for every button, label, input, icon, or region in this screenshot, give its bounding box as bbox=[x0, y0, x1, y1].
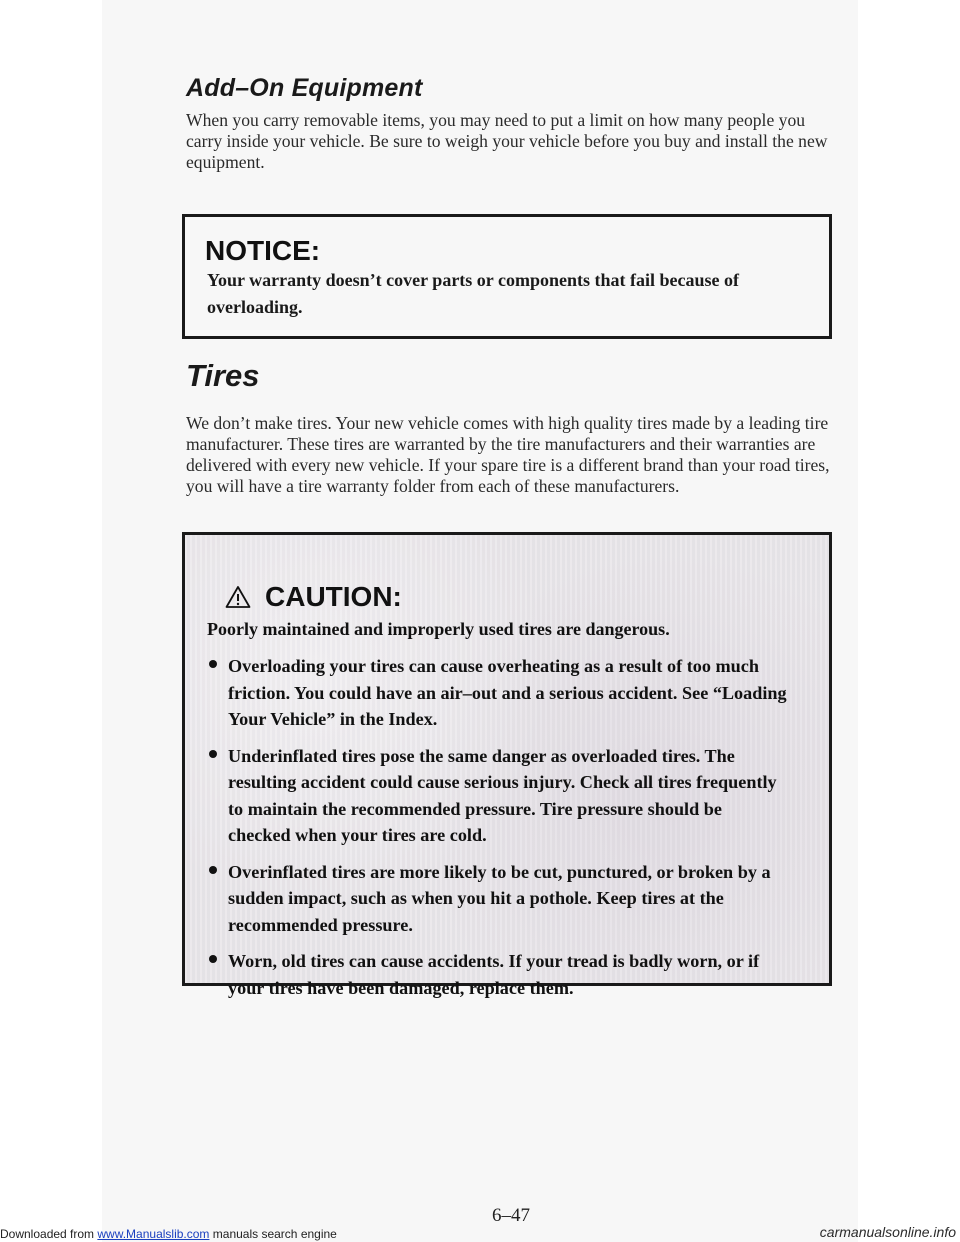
notice-text: Your warranty doesn’t cover parts or components that fail because of overloading. bbox=[207, 270, 739, 317]
warning-triangle-icon bbox=[225, 585, 251, 609]
tires-heading: Tires bbox=[186, 358, 260, 393]
bullet-icon bbox=[209, 955, 217, 963]
caution-item bbox=[185, 743, 829, 849]
bullet-icon bbox=[209, 660, 217, 668]
footer-prefix: Downloaded from bbox=[0, 1227, 98, 1241]
footer-watermark: carmanualsonline.info bbox=[819, 1224, 956, 1240]
add-on-equipment-paragraph: When you carry removable items, you may need to put a limit on how many people you carry inside your vehicle. Be sure to weigh your vehicle before you buy and install the new equipment. bbox=[186, 110, 828, 172]
footer-suffix: manuals search engine bbox=[209, 1227, 337, 1241]
bullet-icon bbox=[209, 750, 217, 758]
caution-item bbox=[185, 859, 829, 939]
tires-paragraph: We don’t make tires. Your new vehicle comes with high quality tires made by a leading tire manufacturer. These tires are warranted by the tire manufacturers and their warranties are delivered with every new vehicle. If your spare tire is a different brand than your road tires, you will have a tire warranty folder from each of these manufacturers. bbox=[186, 413, 830, 496]
add-on-equipment-heading: Add–On Equipment bbox=[186, 74, 423, 102]
page-number: 6–47 bbox=[492, 1205, 530, 1226]
download-source-footer bbox=[0, 1227, 337, 1241]
bullet-icon bbox=[209, 866, 217, 874]
caution-item-text: Overinflated tires are more likely to be cut, punctured, or broken by a sudden impact, such as when you hit a pothole. Keep tires at the recommended pressure. bbox=[228, 861, 771, 935]
notice-box bbox=[182, 214, 832, 339]
caution-item-text: Worn, old tires can cause accidents. If your tread is badly worn, or if your tires have been damaged, replace them. bbox=[228, 951, 760, 998]
caution-list bbox=[185, 653, 829, 1011]
notice-title: NOTICE: bbox=[205, 235, 321, 266]
caution-item bbox=[185, 653, 829, 733]
manualslib-link[interactable]: www.Manualslib.com bbox=[97, 1227, 210, 1241]
caution-title: CAUTION: bbox=[265, 581, 402, 612]
caution-header bbox=[225, 581, 402, 613]
caution-item-text: Underinflated tires pose the same danger as overloaded tires. The resulting accident could cause serious injury. Check all tires frequently to maintain the recommended pressure. Tire pressure should be checked when your tires are cold. bbox=[228, 745, 777, 845]
caution-intro: Poorly maintained and improperly used tires are dangerous. bbox=[207, 619, 670, 639]
caution-item-text: Overloading your tires can cause overheating as a result of too much friction. You could have an air–out and a serious accident. See “Loading Your Vehicle” in the Index. bbox=[228, 656, 787, 729]
caution-box bbox=[182, 532, 832, 998]
caution-item bbox=[185, 948, 829, 1001]
